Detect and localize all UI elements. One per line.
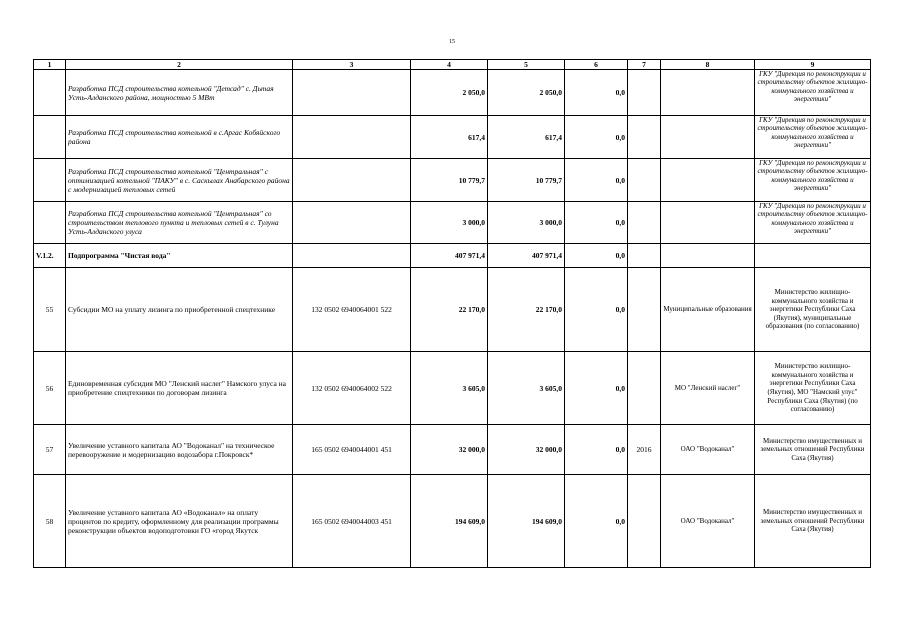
year	[628, 70, 661, 116]
responsible: Министерство имущественных и земельных отношений Республики Саха (Якутия)	[755, 475, 871, 568]
header-row	[34, 60, 871, 70]
executor	[661, 159, 755, 202]
program-table	[33, 59, 871, 568]
header-cell: 1	[34, 60, 66, 70]
header-cell: 7	[628, 60, 661, 70]
budget-code: 132 0502 6940064001 522	[293, 268, 411, 352]
executor: МО "Ленский наслег"	[661, 352, 755, 425]
executor: ОАО "Водоканал"	[661, 475, 755, 568]
section-number: V.1.2.	[34, 244, 66, 268]
other-amount: 0,0	[565, 244, 628, 268]
activity-name: Увеличение уставного капитала АО "Водоканал" на техническое перевооружение и модернизацию водозабора г.Покровск*	[66, 425, 293, 475]
total-amount: 2 050,0	[411, 70, 488, 116]
row-number	[34, 202, 66, 244]
activity-name: Субсидии МО на уплату лизинга по приобретенной спецтехнике	[66, 268, 293, 352]
executor	[661, 116, 755, 159]
executor	[661, 70, 755, 116]
year	[628, 475, 661, 568]
budget-amount: 32 000,0	[488, 425, 565, 475]
row-number	[34, 159, 66, 202]
table-row	[34, 352, 871, 425]
responsible: Министерство имущественных и земельных отношений Республики Саха (Якутия)	[755, 425, 871, 475]
budget-code	[293, 70, 411, 116]
year	[628, 159, 661, 202]
executor	[661, 244, 755, 268]
budget-code	[293, 159, 411, 202]
subprogram-title: Подпрограмма "Чистая вода"	[66, 244, 293, 268]
year	[628, 116, 661, 159]
year	[628, 244, 661, 268]
budget-code: 165 0502 6940044003 451	[293, 475, 411, 568]
activity-name: Разработка ПСД строительства котельной "Детсад" с. Дьтая Усть-Алданского района, мощностью 5 МВт	[66, 70, 293, 116]
other-amount: 0,0	[565, 352, 628, 425]
budget-amount: 2 050,0	[488, 70, 565, 116]
table-row	[34, 116, 871, 159]
other-amount: 0,0	[565, 70, 628, 116]
executor: Муниципальные образования	[661, 268, 755, 352]
table-row	[34, 425, 871, 475]
activity-name: Разработка ПСД строительства котельной в с.Аргас Кобяйского района	[66, 116, 293, 159]
row-number	[34, 116, 66, 159]
budget-amount: 3 605,0	[488, 352, 565, 425]
year	[628, 202, 661, 244]
budget-amount: 22 170,0	[488, 268, 565, 352]
responsible: ГКУ "Дирекция по реконструкции и строительству объектов жилищно-коммунального хозяйства и энергетики"	[755, 116, 871, 159]
total-amount: 617,4	[411, 116, 488, 159]
other-amount: 0,0	[565, 425, 628, 475]
header-cell: 6	[565, 60, 628, 70]
responsible: Министерство жилищно-коммунального хозяйства и энергетики Республики Саха (Якутия), МО "Намский улус" Республики Саха (Якутия) (по согласованию)	[755, 352, 871, 425]
header-cell: 5	[488, 60, 565, 70]
total-amount: 22 170,0	[411, 268, 488, 352]
table-row	[34, 159, 871, 202]
row-number: 56	[34, 352, 66, 425]
row-number	[34, 70, 66, 116]
executor: ОАО "Водоканал"	[661, 425, 755, 475]
year	[628, 268, 661, 352]
budget-amount: 194 609,0	[488, 475, 565, 568]
year	[628, 352, 661, 425]
budget-amount: 10 779,7	[488, 159, 565, 202]
responsible	[755, 244, 871, 268]
row-number: 55	[34, 268, 66, 352]
page-number: 15	[449, 39, 455, 45]
activity-name: Единовременная субсидия МО "Ленский наслег" Намского улуса на приобретение спецтехники по договорам лизинга	[66, 352, 293, 425]
other-amount: 0,0	[565, 475, 628, 568]
other-amount: 0,0	[565, 159, 628, 202]
row-number: 58	[34, 475, 66, 568]
responsible: Министерство жилищно-коммунального хозяйства и энергетики Республики Саха (Якутия), муниципальные образования (по согласованию)	[755, 268, 871, 352]
table-row	[34, 70, 871, 116]
other-amount: 0,0	[565, 268, 628, 352]
responsible: ГКУ "Дирекция по реконструкции и строительству объектов жилищно-коммунального хозяйства и энергетики"	[755, 159, 871, 202]
other-amount: 0,0	[565, 202, 628, 244]
header-cell: 4	[411, 60, 488, 70]
header-cell: 2	[66, 60, 293, 70]
budget-code	[293, 244, 411, 268]
header-cell: 9	[755, 60, 871, 70]
budget-amount: 3 000,0	[488, 202, 565, 244]
table-row	[34, 475, 871, 568]
table-row	[34, 202, 871, 244]
year: 2016	[628, 425, 661, 475]
budget-code	[293, 116, 411, 159]
total-amount: 3 000,0	[411, 202, 488, 244]
budget-amount: 617,4	[488, 116, 565, 159]
total-amount: 10 779,7	[411, 159, 488, 202]
table-row	[34, 268, 871, 352]
activity-name: Увеличение уставного капитала АО «Водоканал» на оплату процентов по кредиту, оформленному для реализации программы реконструкции объектов водоподготовки ГО «город Якутск	[66, 475, 293, 568]
header-cell: 8	[661, 60, 755, 70]
total-amount: 194 609,0	[411, 475, 488, 568]
row-number: 57	[34, 425, 66, 475]
activity-name: Разработка ПСД строительства котельной "Центральная" со строительством теплового пункта и тепловых сетей в с. Тулуна Усть-Алданского улуса	[66, 202, 293, 244]
executor	[661, 202, 755, 244]
budget-code: 132 0502 6940064002 522	[293, 352, 411, 425]
budget-amount: 407 971,4	[488, 244, 565, 268]
total-amount: 407 971,4	[411, 244, 488, 268]
total-amount: 3 605,0	[411, 352, 488, 425]
subprogram-row	[34, 244, 871, 268]
budget-code	[293, 202, 411, 244]
header-cell: 3	[293, 60, 411, 70]
total-amount: 32 000,0	[411, 425, 488, 475]
budget-code: 165 0502 6940044001 451	[293, 425, 411, 475]
responsible: ГКУ "Дирекция по реконструкции и строительству объектов жилищно-коммунального хозяйства и энергетики"	[755, 70, 871, 116]
responsible: ГКУ "Дирекция по реконструкции и строительству объектов жилищно-коммунального хозяйства и энергетики"	[755, 202, 871, 244]
other-amount: 0,0	[565, 116, 628, 159]
activity-name: Разработка ПСД строительства котельной "Центральная" с оптимизацией котельной "ПАКУ" в с. Саскылах Анабарского района с модернизацией тепловых сетей	[66, 159, 293, 202]
